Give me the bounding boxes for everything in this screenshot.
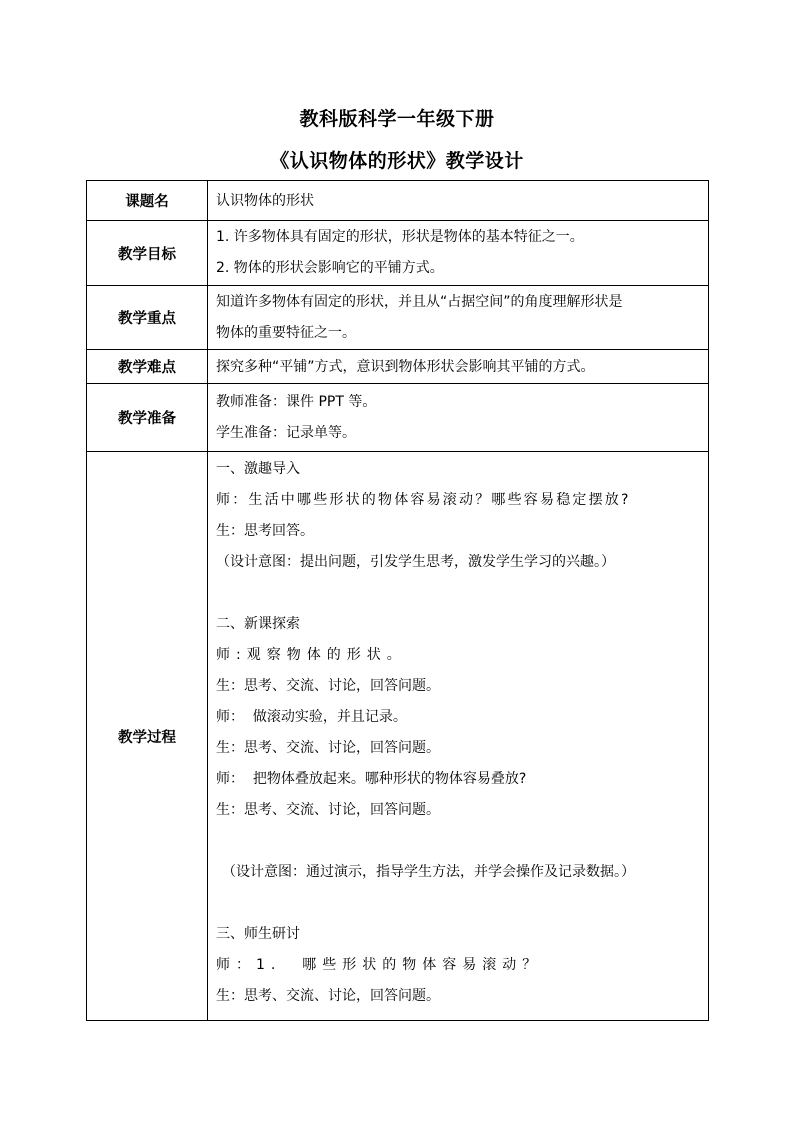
spacer: [216, 888, 708, 919]
teacher-line: 师：生活中哪些形状的物体容易滚动？哪些容易稳定摆放?: [216, 492, 631, 508]
student-line: 生：思考、交流、讨论，回答问题。: [216, 678, 440, 694]
document-title: 教科版科学一年级下册: [299, 108, 495, 130]
process-cell: [208, 452, 709, 1021]
key-point-line: 知道许多物体有固定的形状，并且从“占据空间”的角度理解形状是: [216, 293, 623, 310]
document-subtitle: 《认识物体的形状》教学设计: [270, 150, 524, 172]
objective-item: 2. 物体的形状会影响它的平铺方式。: [216, 260, 444, 276]
objective-item: 1. 许多物体具有固定的形状，形状是物体的基本特征之一。: [216, 229, 584, 245]
row-key-points: [87, 286, 709, 350]
row-topic: [87, 181, 709, 221]
section-heading: 三、师生研讨: [216, 926, 300, 942]
teacher-line: 师： 做滚动实验，并且记录。: [216, 709, 407, 725]
row-preparation: [87, 384, 709, 452]
student-line: 生：思考、交流、讨论，回答问题。: [216, 802, 440, 818]
topic-label: 课题名: [87, 181, 208, 221]
design-intent: （设计意图：提出问题，引发学生思考，激发学生学习的兴趣。）: [216, 554, 615, 570]
objectives-cell: [208, 221, 709, 286]
design-intent: （设计意图：通过演示，指导学生方法，并学会操作及记录数据。）: [222, 864, 635, 880]
spacer: [216, 826, 708, 857]
preparation-line: 教师准备：课件 PPT 等。: [216, 393, 377, 410]
teacher-line: 师:观察物体的形状。: [216, 647, 407, 663]
topic-cell: [208, 181, 709, 221]
topic-value: 认识物体的形状: [216, 192, 314, 209]
difficulties-cell: [208, 350, 709, 384]
key-points-cell: [208, 286, 709, 350]
preparation-cell: [208, 384, 709, 452]
objectives-label: 教学目标: [87, 221, 208, 286]
preparation-line: 学生准备：记录单等。: [216, 424, 356, 441]
teacher-line: 师：1. 哪些形状的物体容易滚动？: [216, 957, 543, 973]
difficulties-value: 探究多种“平铺”方式，意识到物体形状会影响其平铺的方式。: [216, 358, 595, 375]
row-process: [87, 452, 709, 1021]
process-label: 教学过程: [87, 452, 208, 1021]
teacher-line: 师： 把物体叠放起来。哪种形状的物体容易叠放?: [216, 771, 527, 787]
preparation-label: 教学准备: [87, 384, 208, 452]
student-line: 生：思考回答。: [216, 523, 314, 539]
lesson-plan-table: [86, 180, 709, 1021]
student-line: 生：思考、交流、讨论，回答问题。: [216, 740, 440, 756]
section-heading: 一、激趣导入: [216, 461, 300, 477]
key-points-label: 教学重点: [87, 286, 208, 350]
student-line: 生：思考、交流、讨论，回答问题。: [216, 988, 440, 1004]
key-point-line: 物体的重要特征之一。: [216, 324, 356, 341]
difficulties-label: 教学难点: [87, 350, 208, 384]
row-objectives: [87, 221, 709, 286]
spacer: [216, 578, 708, 609]
row-difficulties: [87, 350, 709, 384]
section-heading: 二、新课探索: [216, 616, 300, 632]
